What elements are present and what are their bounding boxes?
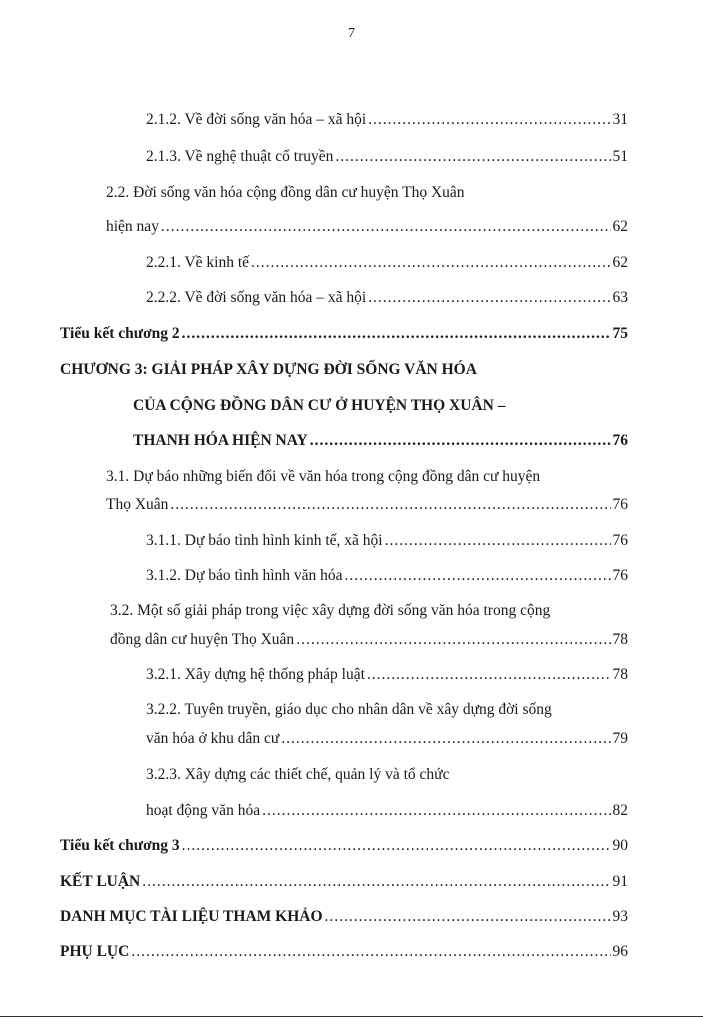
leader-dots xyxy=(367,665,611,685)
toc-entry-page: 82 xyxy=(612,802,628,819)
toc-entry-title: đồng dân cư huyện Thọ Xuân xyxy=(110,631,295,648)
toc-entry-tieu-ket-3[interactable] xyxy=(60,836,628,856)
toc-entry-3-2[interactable] xyxy=(110,630,628,650)
toc-entry-page: 76 xyxy=(612,496,628,513)
toc-entry-phu-luc[interactable] xyxy=(60,942,628,962)
toc-entry-page: 76 xyxy=(612,532,628,549)
toc-entry-3-1-1[interactable] xyxy=(146,531,628,551)
toc-entry-page: 76 xyxy=(612,432,628,449)
toc-entry-page: 96 xyxy=(612,943,628,960)
toc-entry-2-1-3[interactable] xyxy=(146,147,628,167)
toc-entry-page: 93 xyxy=(612,908,628,925)
leader-dots xyxy=(262,801,610,821)
leader-dots xyxy=(142,872,610,892)
toc-entry-page: 75 xyxy=(612,325,628,342)
leader-dots xyxy=(131,942,610,962)
toc-entry-title: Tiểu kết chương 2 xyxy=(60,325,180,342)
leader-dots xyxy=(182,836,611,856)
toc-entry-page: 90 xyxy=(612,837,628,854)
toc-entry-title: 3.1.1. Dự báo tình hình kinh tế, xã hội xyxy=(146,532,383,549)
toc-entry-page: 78 xyxy=(612,631,628,648)
toc-entry-2-2[interactable] xyxy=(106,217,628,237)
toc-entry-2-2-line1[interactable]: 2.2. Đời sống văn hóa cộng đồng dân cư huyện Thọ Xuân xyxy=(106,184,465,201)
leader-dots xyxy=(182,324,611,344)
toc-entry-3-1[interactable] xyxy=(106,495,628,515)
toc-entry-title: văn hóa ở khu dân cư xyxy=(146,730,280,747)
leader-dots xyxy=(345,566,611,586)
toc-entry-title: 2.2.2. Về đời sống văn hóa – xã hội xyxy=(146,289,367,306)
toc-entry-2-2-1[interactable] xyxy=(146,253,628,273)
leader-dots xyxy=(170,495,610,515)
chapter-3-title-line1[interactable]: CHƯƠNG 3: GIẢI PHÁP XÂY DỰNG ĐỜI SỐNG VĂN HÓA xyxy=(60,361,477,378)
toc-entry-title: THANH HÓA HIỆN NAY xyxy=(133,432,308,449)
toc-entry-2-1-2[interactable] xyxy=(146,110,628,130)
toc-entry-title: hiện nay xyxy=(106,218,159,235)
leader-dots xyxy=(281,729,610,749)
leader-dots xyxy=(368,110,610,130)
toc-entry-title: hoạt động văn hóa xyxy=(146,802,261,819)
toc-entry-page: 79 xyxy=(612,730,628,747)
toc-entry-3-2-line1[interactable]: 3.2. Một số giải pháp trong việc xây dựng đời sống văn hóa trong cộng xyxy=(110,602,551,619)
toc-entry-page: 78 xyxy=(612,666,628,683)
leader-dots xyxy=(325,907,611,927)
leader-dots xyxy=(296,630,610,650)
toc-entry-page: 51 xyxy=(612,148,628,165)
toc-entry-3-2-3-line1[interactable]: 3.2.3. Xây dựng các thiết chế, quản lý và tổ chức xyxy=(146,766,450,783)
toc-entry-3-1-2[interactable] xyxy=(146,566,628,586)
toc-entry-title: DANH MỤC TÀI LIỆU THAM KHẢO xyxy=(60,908,323,925)
chapter-3-title-line2[interactable]: CỦA CỘNG ĐỒNG DÂN CƯ Ở HUYỆN THỌ XUÂN – xyxy=(133,397,506,414)
toc-entry-ket-luan[interactable] xyxy=(60,872,628,892)
toc-entry-title: PHỤ LỤC xyxy=(60,943,130,960)
page-bottom-divider xyxy=(0,1016,703,1017)
leader-dots xyxy=(385,531,611,551)
leader-dots xyxy=(161,217,611,237)
toc-entry-title: 3.1.2. Dự báo tình hình văn hóa xyxy=(146,567,343,584)
toc-entry-danh-muc[interactable] xyxy=(60,907,628,927)
toc-entry-title: Thọ Xuân xyxy=(106,496,169,513)
toc-entry-chapter-3[interactable] xyxy=(133,431,628,451)
leader-dots xyxy=(251,253,610,273)
toc-entry-3-2-3[interactable] xyxy=(146,801,628,821)
leader-dots xyxy=(310,431,611,451)
toc-entry-2-2-2[interactable] xyxy=(146,288,628,308)
toc-entry-page: 63 xyxy=(612,289,628,306)
toc-entry-page: 31 xyxy=(612,111,628,128)
toc-entry-title: 3.2.1. Xây dựng hệ thống pháp luật xyxy=(146,666,365,683)
toc-entry-3-1-line1[interactable]: 3.1. Dự báo những biến đổi về văn hóa trong cộng đồng dân cư huyện xyxy=(106,468,541,485)
toc-entry-title: 2.1.3. Về nghệ thuật cổ truyền xyxy=(146,148,334,165)
toc-entry-title: KẾT LUẬN xyxy=(60,873,141,890)
toc-entry-title: 2.2.1. Về kinh tế xyxy=(146,254,250,271)
leader-dots xyxy=(335,147,610,167)
toc-entry-page: 76 xyxy=(612,567,628,584)
toc-entry-page: 91 xyxy=(612,873,628,890)
page-number: 7 xyxy=(348,26,355,41)
leader-dots xyxy=(368,288,610,308)
toc-entry-tieu-ket-2[interactable] xyxy=(60,324,628,344)
toc-entry-page: 62 xyxy=(612,254,628,271)
toc-entry-title: Tiểu kết chương 3 xyxy=(60,837,180,854)
toc-entry-3-2-1[interactable] xyxy=(146,665,628,685)
toc-entry-3-2-2[interactable] xyxy=(146,729,628,749)
toc-entry-page: 62 xyxy=(612,218,628,235)
toc-entry-3-2-2-line1[interactable]: 3.2.2. Tuyên truyền, giáo dục cho nhân dân về xây dựng đời sống xyxy=(146,701,552,718)
toc-entry-title: 2.1.2. Về đời sống văn hóa – xã hội xyxy=(146,111,367,128)
